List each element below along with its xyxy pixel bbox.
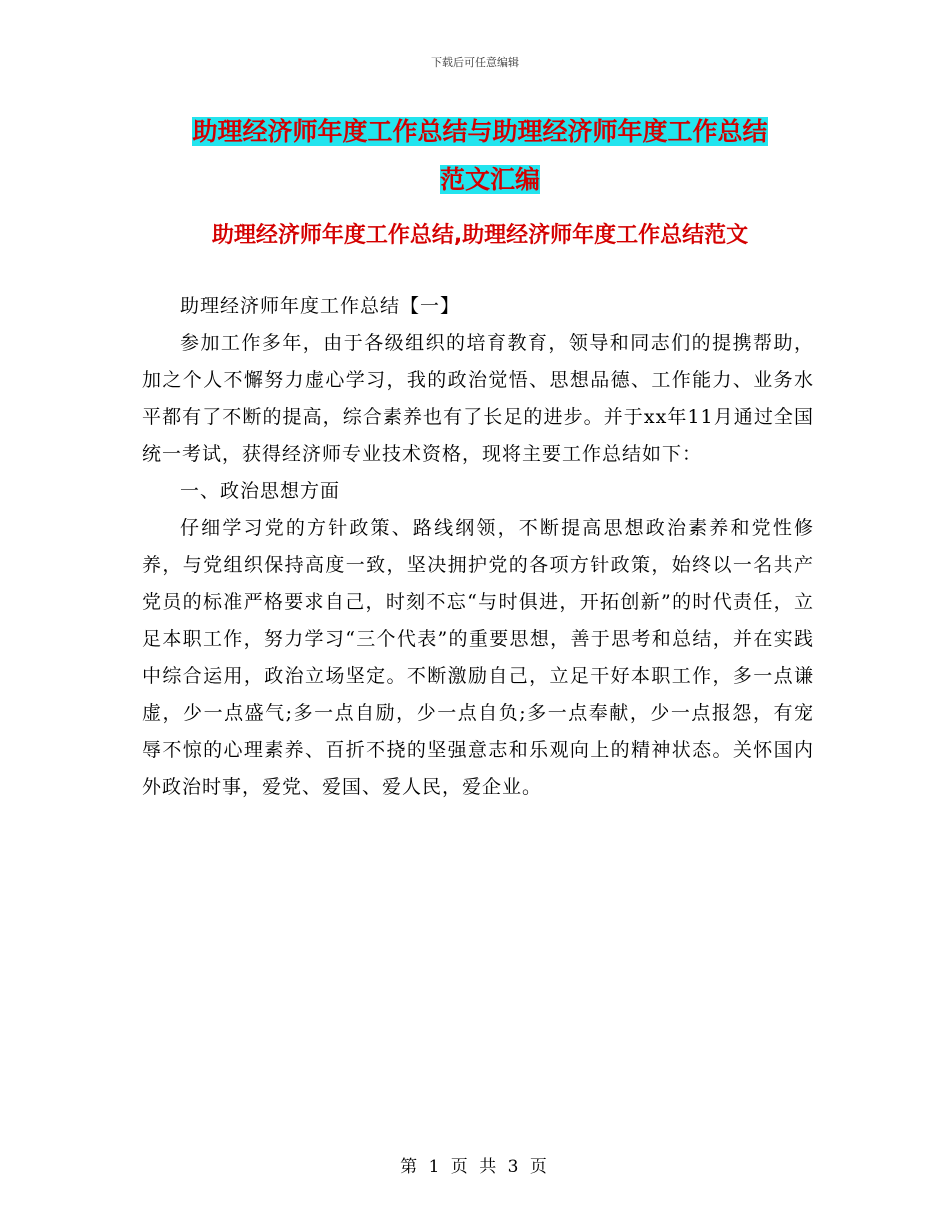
header-note: 下载后可任意编辑 xyxy=(431,56,519,69)
body-paragraph-intro: 参加工作多年，由于各级组织的培育教育，领导和同志们的提携帮助，加之个人不懈努力虚心学习，我的政治觉悟、思想品德、工作能力、业务水平都有了不断的提高，综合素养也有了长足的进步。并于xx年11月通过全国统一考试，获得经济师专业技术资格，现将主要工作总结如下： xyxy=(142,332,814,465)
page-indicator: 第 1 页 共 3 页 xyxy=(400,1157,550,1177)
document-title-line2: 范文汇编 xyxy=(439,165,540,194)
body-paragraph-politics: 仔细学习党的方针政策、路线纲领，不断提高思想政治素养和党性修养，与党组织保持高度一致，坚决拥护党的各项方针政策，始终以一名共产党员的标准严格要求自己，时刻不忘“与时俱进，开拓创新”的时代责任，立足本职工作，努力学习“三个代表”的重要思想，善于思考和总结，并在实践中综合运用，政治立场坚定。不断激励自己，立足干好本职工作，多一点谦虚，少一点盛气;多一点自励，少一点自负;多一点奉献，少一点报怨，有宠辱不惊的心理素养、百折不挠的坚强意志和乐观向上的精神状态。关怀国内外政治时事，爱党、爱国、爱人民，爱企业。 xyxy=(142,517,814,798)
document-title xyxy=(140,108,820,204)
section-heading-1: 助理经济师年度工作总结【一】 xyxy=(180,295,461,317)
document-body xyxy=(142,288,814,806)
document-title-line1: 助理经济师年度工作总结与助理经济师年度工作总结 xyxy=(192,117,768,146)
section-heading-politics: 一、政治思想方面 xyxy=(180,480,341,502)
document-subtitle: 助理经济师年度工作总结,助理经济师年度工作总结范文 xyxy=(211,223,749,248)
